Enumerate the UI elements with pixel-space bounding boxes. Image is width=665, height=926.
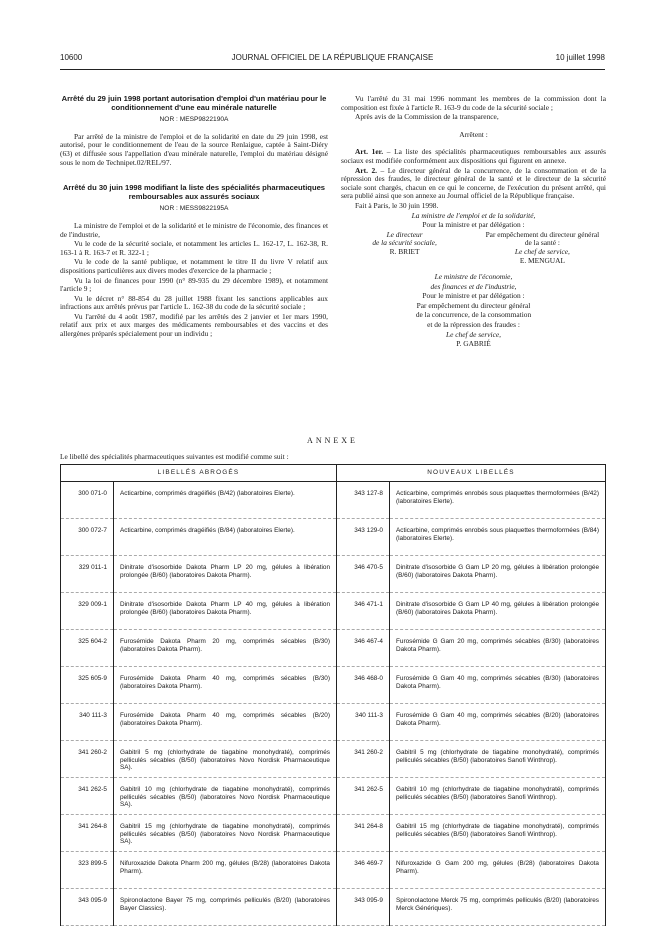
issue-date: 10 juillet 1998 — [555, 53, 605, 62]
journal-title: JOURNAL OFFICIEL DE LA RÉPUBLIQUE FRANÇAISE — [231, 53, 434, 62]
table-row — [61, 741, 606, 778]
old-label: Dinitrate d'isosorbide Dakota Pharm LP 20 mg, gélules à libération prolongée (B/60) (laboratoires Dakota Pharm). — [114, 556, 337, 593]
article-2-label: Art. 2. — [355, 165, 377, 175]
fait-a-paris: Fait à Paris, le 30 juin 1998. — [355, 200, 439, 210]
page-header — [60, 53, 605, 67]
arrete1-text: Par arrêté de la ministre de l'emploi et de la solidarité en date du 29 juin 1998, est autorisé, pour le conditionnement de l'eau de la source Renlaigue, captée à Saint-Diéry (63) et diffusée sous l'appellation d'eau minérale naturelle, l'emploi du matériau désigné sous le nom de Technipet.02/REL/97. — [60, 131, 328, 167]
new-code: 341 264-8 — [337, 815, 390, 852]
new-label: Furosémide G Gam 40 mg, comprimés sécables (B/30) (laboratoires Dakota Pharm). — [390, 667, 606, 704]
new-label: Acticarbine, comprimés enrobés sous plaquettes thermoformées (B/84) (laboratoires Elerte). — [390, 519, 606, 556]
ministre2-1: Le ministre de l'économie, — [434, 272, 513, 282]
arrete2-p2: Vu le code de la sécurité sociale, et notamment les articles L. 162-17, L. 162-38, R. 163-1 à R. 163-7 et R. 322-1 ; — [60, 239, 328, 257]
new-label: Gabitril 5 mg (chlorhydrate de tiagabine monohydraté), comprimés pelliculés sécables (B/50) (laboratoires Sanofi Winthrop). — [390, 741, 606, 778]
table-row — [61, 667, 606, 704]
ministre1: La ministre de l'emploi et de la solidarité, — [411, 210, 536, 220]
ministre2-2: des finances et de l'industrie, — [430, 281, 517, 291]
arrete1-nor: NOR : MESP9822190A — [159, 116, 229, 124]
old-code: 300 072-7 — [61, 519, 114, 556]
new-label: Dinitrate d'isosorbide G Gam LP 20 mg, gélules à libération prolongée (B/60) (laboratoires Dakota Pharm). — [390, 556, 606, 593]
sig-left-3: R. BRIET — [389, 246, 420, 256]
table-row — [61, 593, 606, 630]
old-code: 329 011-1 — [61, 556, 114, 593]
arretent: Arrêtent : — [459, 129, 488, 139]
old-label: Acticarbine, comprimés dragéifiés (B/42) (laboratoires Elerte). — [114, 482, 337, 519]
new-label: Spironolactone Merck 75 mg, comprimés pelliculés (B/20) (laboratoires Merck Génériques). — [390, 889, 606, 926]
old-label: Furosémide Dakota Pharm 20 mg, comprimés sécables (B/30) (laboratoires Dakota Pharm). — [114, 630, 337, 667]
old-label: Spironolactone Bayer 75 mg, comprimés pelliculés (B/20) (laboratoires Bayer Classics). — [114, 889, 337, 926]
table-row — [61, 815, 606, 852]
table-row — [61, 704, 606, 741]
signatory-gabrie: P. GABRIÉ — [456, 339, 491, 349]
old-label: Dinitrate d'isosorbide Dakota Pharm LP 40 mg, gélules à libération prolongée (B/60) (laboratoires Dakota Pharm). — [114, 593, 337, 630]
col-header-new: NOUVEAUX LIBELLÉS — [337, 465, 606, 482]
arrete2-nor: NOR : MESS9822195A — [159, 205, 229, 213]
table-row — [61, 852, 606, 889]
new-code: 343 095-9 — [337, 889, 390, 926]
article-1-label: Art. 1er. — [355, 147, 384, 157]
old-code: 341 260-2 — [61, 741, 114, 778]
new-code: 346 470-5 — [337, 556, 390, 593]
sig-left-2: de la sécurité sociale, — [372, 238, 437, 248]
new-label: Gabitril 15 mg (chlorhydrate de tiagabine monohydraté), comprimés pelliculés sécables (B/50) (laboratoires Sanofi Winthrop). — [390, 815, 606, 852]
chef-service: Le chef de service, — [446, 329, 501, 339]
arrete2-p4: Vu la loi de finances pour 1990 (n° 89-935 du 29 décembre 1989), et notamment l'article 9 ; — [60, 275, 328, 294]
old-code: 323 899-5 — [61, 852, 114, 889]
arrete2-p3: Vu le code de la santé publique, et notamment le titre II du livre V relatif aux dispositions particulières aux divers modes d'exercice de la pharmacie ; — [60, 257, 328, 275]
page-number: 10600 — [60, 53, 83, 62]
new-code: 341 262-5 — [337, 778, 390, 815]
right-p1: Vu l'arrêté du 31 mai 1996 nommant les membres de la commission dont la composition est fixée à l'article R. 163-9 du code de la sécurité sociale ; — [341, 94, 606, 112]
table-body — [61, 482, 606, 926]
left-column — [60, 95, 328, 340]
arrete2-p1: La ministre de l'emploi et de la solidarité et le ministre de l'économie, des finances et de l'industrie, — [60, 220, 328, 239]
signature-block-1 — [341, 231, 606, 265]
table-row — [61, 482, 606, 519]
sig-right-4: E. MENGUAL — [519, 255, 565, 265]
delegation2: Pour le ministre et par délégation : — [422, 291, 525, 301]
old-code: 341 262-5 — [61, 778, 114, 815]
new-code: 341 260-2 — [337, 741, 390, 778]
new-label: Furosémide G Gam 40 mg, comprimés sécables (B/20) (laboratoires Dakota Pharm). — [390, 704, 606, 741]
table-row — [61, 630, 606, 667]
empechement-1: Par empêchement du directeur général — [416, 300, 531, 310]
new-code: 343 127-8 — [337, 482, 390, 519]
right-column — [341, 95, 606, 350]
article-1 — [341, 148, 606, 165]
right-p2: Après avis de la Commission de la transparence, — [355, 112, 499, 122]
old-code: 340 111-3 — [61, 704, 114, 741]
sig-right-1: Par empêchement du directeur général — [485, 229, 600, 239]
article-2-text: – Le directeur général de la concurrence, de la consommation et de la répression des fraudes, le directeur général de la santé et le directeur de la sécurité sociale sont chargés, chacun en ce qui le concerne, de l'exécution du présent arrêté, qui sera publié ainsi que son annexe au Journal officiel de la République française. — [341, 165, 606, 201]
new-code: 340 111-3 — [337, 704, 390, 741]
table-row — [61, 889, 606, 926]
sig-right-2: de la santé : — [524, 238, 560, 248]
empechement-2: de la concurrence, de la consommation — [415, 310, 532, 320]
old-code: 343 095-9 — [61, 889, 114, 926]
annexe-table — [60, 464, 606, 926]
table-row — [61, 556, 606, 593]
old-label: Acticarbine, comprimés dragéifiés (B/84) (laboratoires Elerte). — [114, 519, 337, 556]
new-code: 343 129-0 — [337, 519, 390, 556]
old-code: 329 009-1 — [61, 593, 114, 630]
col-header-old: LIBELLÉS ABROGÉS — [61, 465, 337, 482]
old-label: Nifuroxazide Dakota Pharm 200 mg, gélules (B/28) (laboratoires Dakota Pharm). — [114, 852, 337, 889]
new-label: Gabitril 10 mg (chlorhydrate de tiagabine monohydraté), comprimés pelliculés sécables (B/50) (laboratoires Sanofi Winthrop). — [390, 778, 606, 815]
old-label: Gabitril 5 mg (chlorhydrate de tiagabine monohydraté), comprimés pelliculés sécables (B/50) (laboratoires Novo Nordisk Pharmaceutique SA). — [114, 741, 337, 778]
sig-left-1: Le directeur — [386, 229, 423, 239]
delegation1: Pour la ministre et par délégation : — [422, 220, 525, 230]
annexe-subtitle: Le libellé des spécialités pharmaceutiques suivantes est modifié comme suit : — [60, 452, 289, 461]
sig-right-3: Le chef de service, — [514, 246, 570, 256]
annexe-title: ANNEXE — [307, 436, 358, 445]
old-code: 300 071-0 — [61, 482, 114, 519]
arrete1-title: Arrêté du 29 juin 1998 portant autorisation d'emploi d'un matériau pour le conditionnement d'une eau minérale naturelle — [61, 94, 327, 112]
article-2 — [341, 167, 606, 201]
old-code: 341 264-8 — [61, 815, 114, 852]
new-code: 346 467-4 — [337, 630, 390, 667]
new-label: Acticarbine, comprimés enrobés sous plaquettes thermoformées (B/42) (laboratoires Elerte). — [390, 482, 606, 519]
table-row — [61, 778, 606, 815]
new-label: Furosémide G Gam 20 mg, comprimés sécables (B/30) (laboratoires Dakota Pharm). — [390, 630, 606, 667]
new-code: 346 469-7 — [337, 852, 390, 889]
arrete2-p5: Vu le décret n° 88-854 du 28 juillet 1988 fixant les sanctions applicables aux infractions aux arrêtés prévus par l'article L. 162-38 du code de la sécurité sociale ; — [60, 293, 328, 312]
arrete2-p6: Vu l'arrêté du 4 août 1987, modifié par les arrêtés des 2 janvier et 1er mars 1990, relatif aux prix et aux marges des médicaments remboursables et des vaccins et des allergènes préparés spécialement pour un individu ; — [60, 311, 328, 339]
old-label: Furosémide Dakota Pharm 40 mg, comprimés sécables (B/20) (laboratoires Dakota Pharm). — [114, 704, 337, 741]
empechement-3: et de la répression des fraudes : — [427, 320, 520, 330]
new-code: 346 471-1 — [337, 593, 390, 630]
old-code: 325 604-2 — [61, 630, 114, 667]
old-label: Furosémide Dakota Pharm 40 mg, comprimés sécables (B/30) (laboratoires Dakota Pharm). — [114, 667, 337, 704]
new-label: Dinitrate d'isosorbide G Gam LP 40 mg, gélules à libération prolongée (B/60) (laboratoires Dakota Pharm). — [390, 593, 606, 630]
new-code: 346 468-0 — [337, 667, 390, 704]
new-label: Nifuroxazide G Gam 200 mg, gélules (B/28) (laboratoires Dakota Pharm). — [390, 852, 606, 889]
old-label: Gabitril 10 mg (chlorhydrate de tiagabine monohydraté), comprimés pelliculés sécables (B/50) (laboratoires Novo Nordisk Pharmaceutique SA). — [114, 778, 337, 815]
table-row — [61, 519, 606, 556]
article-1-text: – La liste des spécialités pharmaceutiques remboursables aux assurés sociaux est modifiée conformément aux dispositions qui figurent en annexe. — [341, 147, 606, 165]
header-rule — [60, 69, 605, 70]
old-code: 325 605-9 — [61, 667, 114, 704]
arrete2-title: Arrêté du 30 juin 1998 modifiant la liste des spécialités pharmaceutiques remboursables aux assurés sociaux — [62, 183, 326, 201]
old-label: Gabitril 15 mg (chlorhydrate de tiagabine monohydraté), comprimés pelliculés sécables (B/50) (laboratoires Novo Nordisk Pharmaceutique SA). — [114, 815, 337, 852]
